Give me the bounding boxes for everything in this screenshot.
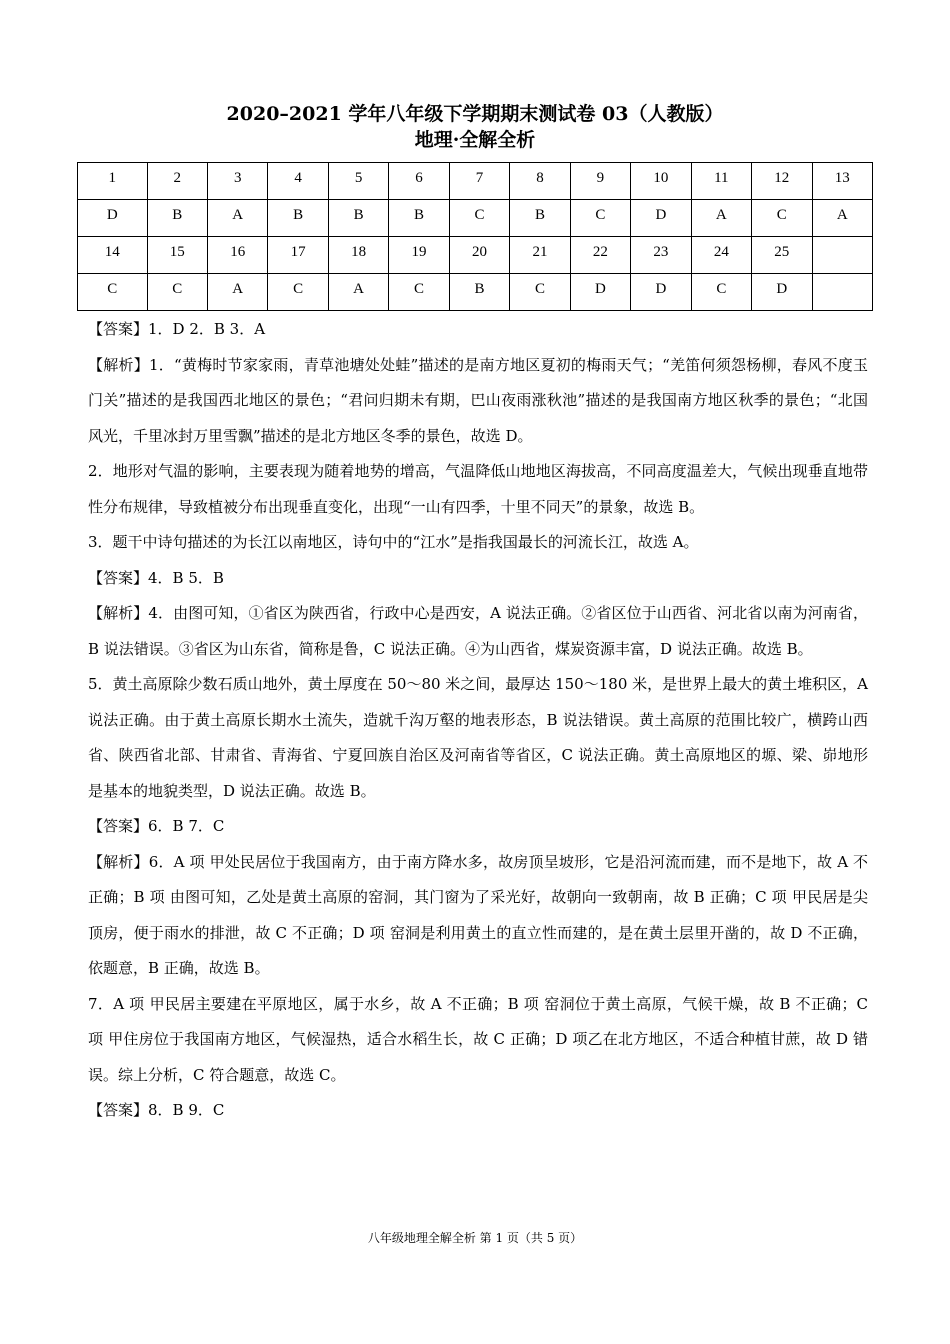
- answer-cell: A: [691, 200, 751, 237]
- question-number-cell: [812, 237, 873, 274]
- explanation-paragraph: 5．黄土高原除少数石质山地外，黄土厚度在 50～80 米之间，最厚达 150～180 米，是世界上最大的黄土堆积区，A 说法正确。由于黄土高原长期水土流失，造就千沟万壑的地表形态，B 说法错误。黄土高原的范围比较广，横跨山西省、陕西省北部、甘肃省、青海省、宁夏回族自治区及河南省等省区，C 说法正确。黄土高原地区的塬、梁、峁地形是基本的地貌类型，D 说法正确。故选 B。: [88, 675, 868, 800]
- answer-cell: D: [78, 200, 148, 237]
- explanation-paragraph: 3．题干中诗句描述的为长江以南地区，诗句中的“江水”是指我国最长的河流长江，故选 A。: [88, 533, 699, 551]
- document-title: 2020–2021 学年八年级下学期期末测试卷 03（人教版）: [226, 103, 724, 125]
- question-number-cell: 1: [78, 163, 148, 200]
- answer-cell: D: [631, 200, 691, 237]
- question-number-cell: 25: [752, 237, 812, 274]
- answer-cell: A: [812, 200, 873, 237]
- answer-row: [78, 274, 873, 311]
- question-number-cell: 3: [207, 163, 267, 200]
- answer-row: [78, 200, 873, 237]
- question-number-cell: 24: [691, 237, 751, 274]
- question-number-cell: 12: [752, 163, 812, 200]
- answer-cell: A: [207, 274, 267, 311]
- answer-cell: B: [449, 274, 509, 311]
- answer-cell: [812, 274, 873, 311]
- question-number-cell: 4: [268, 163, 328, 200]
- answer-cell: C: [389, 274, 449, 311]
- answer-cell: B: [510, 200, 570, 237]
- answer-cell: C: [510, 274, 570, 311]
- question-number-cell: 17: [268, 237, 328, 274]
- answer-cell: C: [752, 200, 812, 237]
- question-number-cell: 20: [449, 237, 509, 274]
- answer-summary: 【答案】1．D 2．B 3．A: [88, 320, 266, 338]
- question-number-cell: 19: [389, 237, 449, 274]
- question-number-cell: 15: [147, 237, 207, 274]
- answer-summary: 【答案】4．B 5．B: [88, 568, 224, 587]
- answer-cell: B: [389, 200, 449, 237]
- answer-summary: 【答案】8．B 9．C: [88, 1101, 225, 1119]
- answer-cell: D: [631, 274, 691, 311]
- explanation-paragraph: 2．地形对气温的影响，主要表现为随着地势的增高，气温降低山地地区海拔高，不同高度温差大，气候出现垂直地带性分布规律，导致植被分布出现垂直变化，出现“一山有四季，十里不同天”的景象，故选 B。: [88, 462, 868, 516]
- answer-cell: C: [449, 200, 509, 237]
- answer-cell: B: [328, 200, 388, 237]
- question-number-cell: 11: [691, 163, 751, 200]
- question-number-row: [78, 163, 873, 200]
- question-number-cell: 14: [78, 237, 148, 274]
- answer-cell: C: [268, 274, 328, 311]
- question-number-cell: 18: [328, 237, 388, 274]
- question-number-cell: 22: [570, 237, 630, 274]
- document-subtitle: 地理·全解全析: [414, 129, 536, 151]
- explanation-paragraph: 7．A 项 甲民居主要建在平原地区，属于水乡，故 A 不正确；B 项 窑洞位于黄土高原，气候干燥，故 B 不正确；C 项 甲住房位于我国南方地区，气候湿热，适合水稻生长，故 C 正确；D 项乙在北方地区，不适合种植甘蔗，故 D 错误。综上分析，C 符合题意，故选 C。: [88, 994, 868, 1084]
- question-number-cell: 7: [449, 163, 509, 200]
- answer-cell: B: [147, 200, 207, 237]
- answer-table: [77, 162, 873, 311]
- answer-cell: C: [691, 274, 751, 311]
- question-number-cell: 21: [510, 237, 570, 274]
- question-number-cell: 13: [812, 163, 873, 200]
- answer-cell: B: [268, 200, 328, 237]
- question-number-cell: 6: [389, 163, 449, 200]
- answer-cell: C: [147, 274, 207, 311]
- answer-cell: C: [570, 200, 630, 237]
- question-number-cell: 2: [147, 163, 207, 200]
- answer-cell: D: [570, 274, 630, 311]
- answer-summary: 【答案】6．B 7．C: [88, 817, 225, 835]
- answer-cell: A: [328, 274, 388, 311]
- analysis-paragraph: 【解析】4．由图可知，①省区为陕西省，行政中心是西安，A 说法正确。②省区位于山西省、河北省以南为河南省，B 说法错误。③省区为山东省，简称是鲁，C 说法正确。④为山西省，煤炭资源丰富，D 说法正确。故选 B。: [88, 604, 868, 658]
- analysis-paragraph: 【解析】1．“黄梅时节家家雨，青草池塘处处蛙”描述的是南方地区夏初的梅雨天气；“羌笛何须怨杨柳，春风不度玉门关”描述的是我国西北地区的景色；“君问归期未有期，巴山夜雨涨秋池”描述的是我国南方地区秋季的景色；“北国风光，千里冰封万里雪飘”描述的是北方地区冬季的景色，故选 D。: [88, 355, 868, 445]
- question-number-cell: 10: [631, 163, 691, 200]
- analysis-paragraph: 【解析】6．A 项 甲处民居位于我国南方，由于南方降水多，故房顶呈坡形，它是沿河流而建，而不是地下，故 A 不正确；B 项 由图可知，乙处是黄土高原的窑洞，其门窗为了采光好，故朝向一致朝南，故 B 正确；C 项 甲民居是尖顶房，便于雨水的排泄，故 C 不正确；D 项 窑洞是利用黄土的直立性而建的，是在黄土层里开凿的，故 D 不正确，依题意，B 正确，故选 B。: [88, 852, 868, 977]
- question-number-cell: 9: [570, 163, 630, 200]
- answer-cell: C: [78, 274, 148, 311]
- question-number-cell: 23: [631, 237, 691, 274]
- question-number-row: [78, 237, 873, 274]
- page-footer: 八年级地理全解全析 第 1 页（共 5 页）: [367, 1231, 583, 1245]
- question-number-cell: 16: [207, 237, 267, 274]
- answer-cell: A: [207, 200, 267, 237]
- question-number-cell: 5: [328, 163, 388, 200]
- answer-explanations: [88, 312, 868, 1129]
- question-number-cell: 8: [510, 163, 570, 200]
- answer-cell: D: [752, 274, 812, 311]
